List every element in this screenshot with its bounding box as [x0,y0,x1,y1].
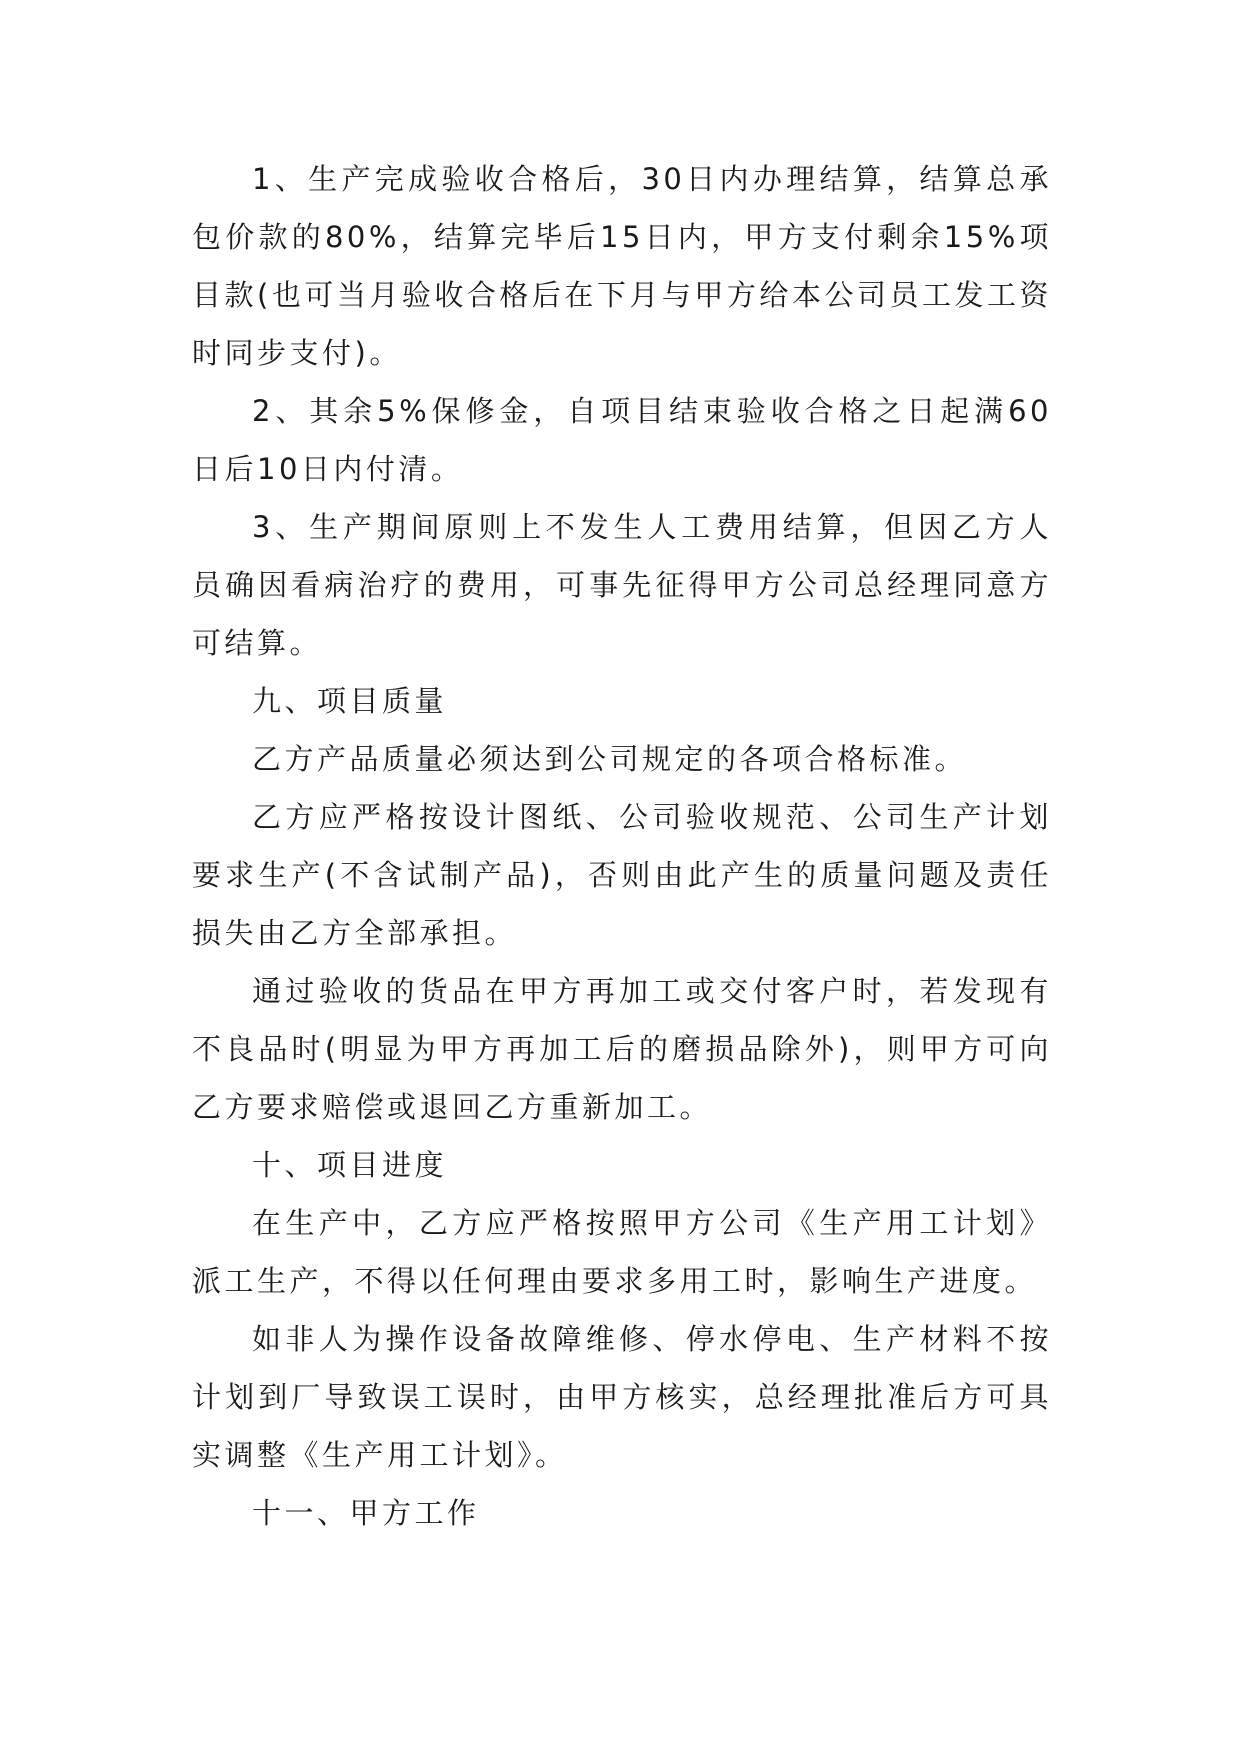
quality-standard-paragraph: 乙方产品质量必须达到公司规定的各项合格标准。 [252,742,968,776]
progress-adjustment-paragraph: 如非人为操作设备故障维修、停水停电、生产材料不按计划到厂导致误工误时，由甲方核实，总经理批准后方可具实调整《生产用工计划》。 [192,1322,1052,1472]
section-heading-progress: 十、项目进度 [252,1148,448,1182]
quality-production-paragraph: 乙方应严格按设计图纸、公司验收规范、公司生产计划要求生产(不含试制产品)，否则由此产生的质量问题及责任损失由乙方全部承担。 [192,800,1052,950]
clause-1-settlement: 1、生产完成验收合格后，30日内办理结算，结算总承包价款的80%，结算完毕后15日内，甲方支付剩余15%项目款(也可当月验收合格后在下月与甲方给本公司员工发工资时同步支付)。 [192,162,1052,370]
section-heading-quality: 九、项目质量 [252,684,448,718]
document-page [192,150,1052,1542]
progress-plan-paragraph: 在生产中，乙方应严格按照甲方公司《生产用工计划》派工生产，不得以任何理由要求多用工时，影响生产进度。 [192,1206,1052,1298]
clause-3-labor-cost: 3、生产期间原则上不发生人工费用结算，但因乙方人员确因看病治疗的费用，可事先征得甲方公司总经理同意方可结算。 [192,510,1052,660]
clause-2-warranty: 2、其余5%保修金，自项目结束验收合格之日起满60日后10日内付清。 [192,394,1052,486]
section-heading-party-a-work: 十一、甲方工作 [252,1496,480,1530]
quality-defect-paragraph: 通过验收的货品在甲方再加工或交付客户时，若发现有不良品时(明显为甲方再加工后的磨损品除外)，则甲方可向乙方要求赔偿或退回乙方重新加工。 [192,974,1052,1124]
